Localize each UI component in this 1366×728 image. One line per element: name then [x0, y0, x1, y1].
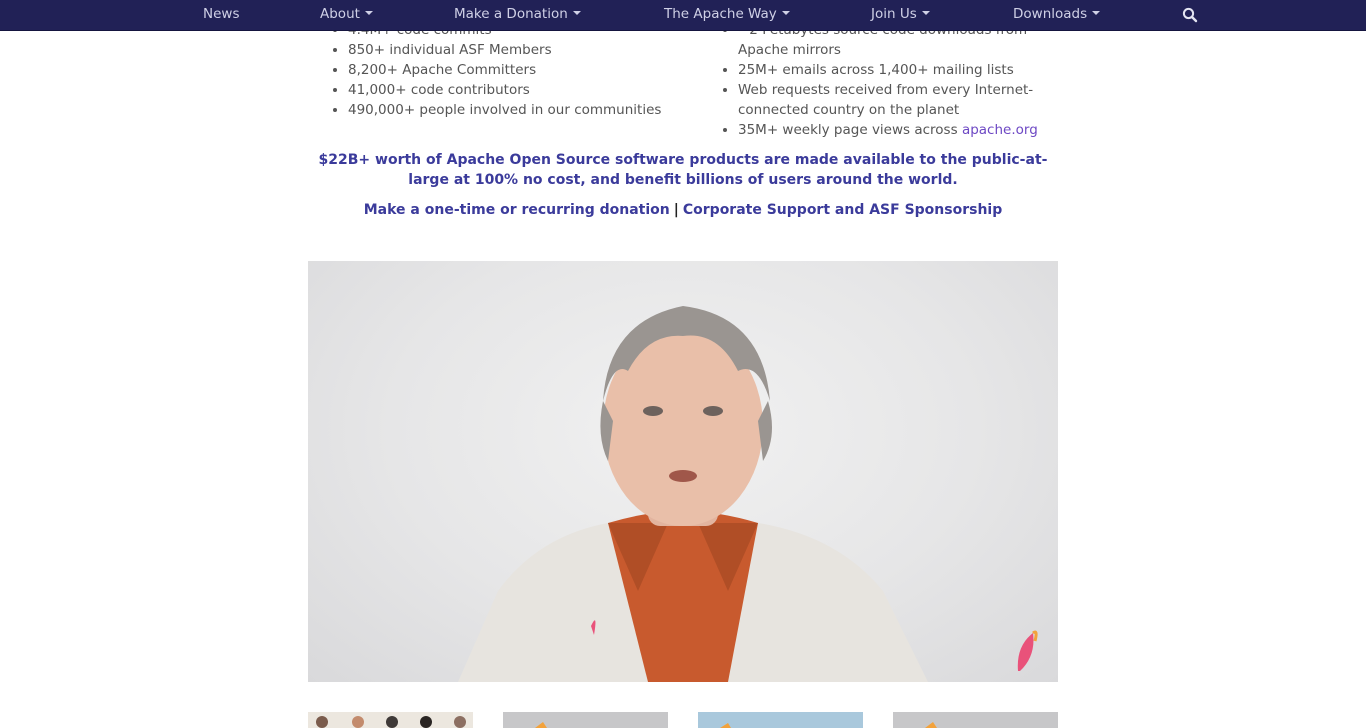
nav-item-news[interactable]: [203, 6, 239, 22]
list-item: • Apache mirrors: [738, 20, 1058, 60]
thumbnail-image: [308, 712, 473, 728]
nav-item-the-apache-way[interactable]: [664, 6, 790, 22]
sponsorship-link[interactable]: Corporate Support and ASF Sponsorship: [682, 202, 1003, 218]
feather-icon: [1018, 632, 1036, 671]
thumbnail-image: [503, 712, 668, 728]
caret-down-icon: [1092, 11, 1100, 15]
list-item: • 8,200+ Apache Committers: [348, 60, 688, 80]
stats-list-right: [718, 20, 1058, 140]
nav-label: Downloads: [1013, 6, 1088, 22]
thumbnail-image: [698, 712, 863, 728]
list-item: [738, 120, 1058, 140]
list-item: • 41,000+ code contributors: [348, 80, 688, 100]
video-thumbnail-4[interactable]: [893, 712, 1058, 728]
video-frame-image: [308, 261, 1058, 682]
nav-item-make-a-donation[interactable]: [454, 6, 581, 22]
nav-label: About: [320, 6, 360, 22]
nav-label: Make a Donation: [454, 6, 568, 22]
caret-down-icon: [922, 11, 930, 15]
search-icon[interactable]: [1182, 7, 1198, 23]
impact-statement: $22B+ worth of Apache Open Source software products are made available to the public-at-large at 100% no cost, and benefit billions of users around the world.: [318, 152, 1048, 188]
nav-label: News: [203, 6, 240, 22]
caret-down-icon: [365, 11, 373, 15]
nav-label: The Apache Way: [664, 6, 777, 22]
video-thumbnail-2[interactable]: [503, 712, 668, 728]
list-item: • 25M+ emails across 1,400+ mailing lists: [738, 60, 1058, 80]
stats-list-left: [328, 20, 688, 120]
nav-item-about[interactable]: [320, 6, 373, 22]
nav-item-join-us[interactable]: [871, 6, 930, 22]
donate-link[interactable]: Make a one-time or recurring donation: [363, 202, 670, 218]
donation-links: [308, 200, 1058, 220]
caret-down-icon: [573, 11, 581, 15]
nav-item-downloads[interactable]: [1013, 6, 1100, 22]
nav-label: Join Us: [871, 6, 917, 22]
apache-org-link[interactable]: apache.org: [961, 122, 1038, 138]
separator: |: [673, 202, 679, 218]
video-thumbnail-3[interactable]: [698, 712, 863, 728]
video-thumbnail-1[interactable]: [308, 712, 473, 728]
thumbnail-image: [893, 712, 1058, 728]
list-item: • 850+ individual ASF Members: [348, 40, 688, 60]
list-item-text: 35M+ weekly page views across: [738, 122, 958, 138]
caret-down-icon: [782, 11, 790, 15]
video-player[interactable]: [308, 261, 1058, 682]
list-item: • 490,000+ people involved in our communities: [348, 100, 688, 120]
top-navbar: [0, 0, 1366, 31]
list-item: • Web requests received from every Internet-connected country on the planet: [738, 80, 1058, 120]
